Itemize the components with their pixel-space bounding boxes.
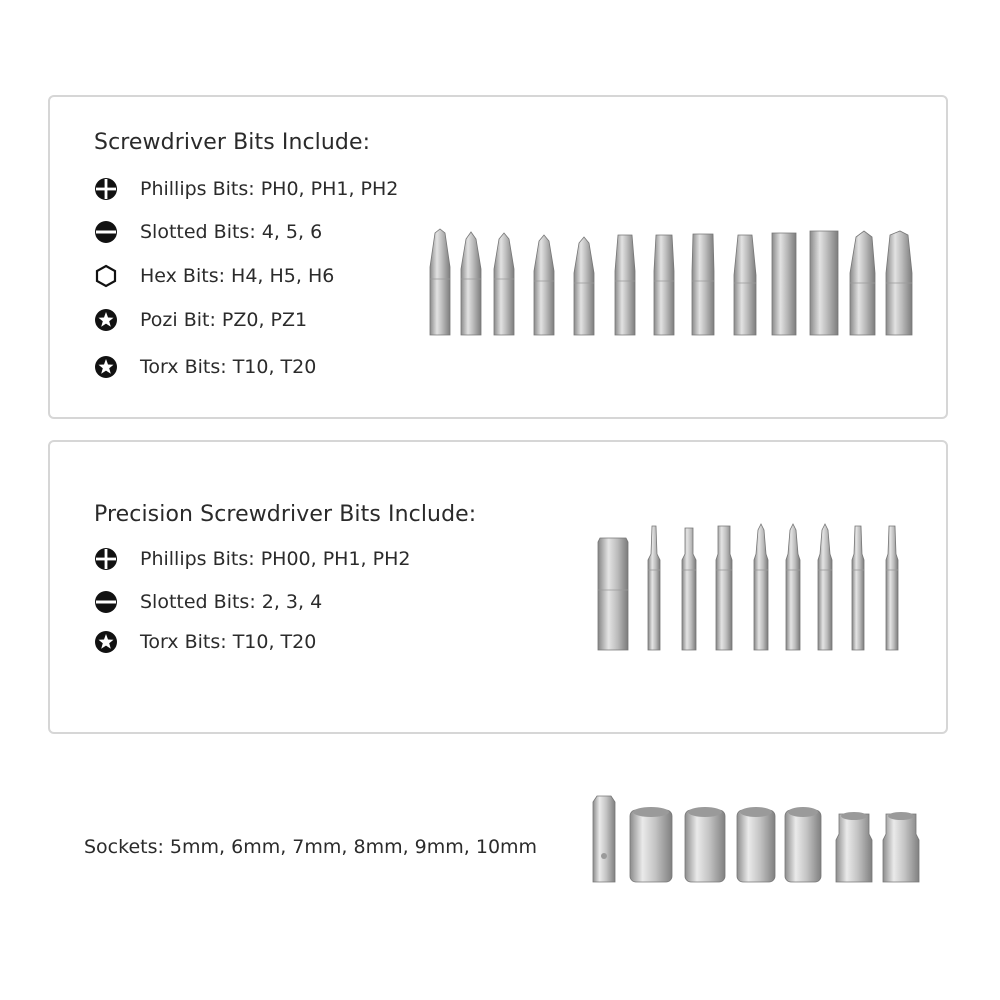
screwdriver-bits-heading: Screwdriver Bits Include: bbox=[94, 130, 371, 155]
torx-bits-item bbox=[94, 353, 316, 381]
screwdriver-bits-panel bbox=[48, 95, 948, 419]
phillips-icon bbox=[94, 547, 118, 571]
pozi-icon bbox=[94, 308, 118, 332]
torx-icon bbox=[94, 355, 118, 379]
screwdriver-bits-image bbox=[420, 227, 920, 337]
pozi-bit-label: Pozi Bit: PZ0, PZ1 bbox=[140, 309, 308, 331]
hex-bits-item bbox=[94, 262, 334, 290]
hex-bits-label: Hex Bits: H4, H5, H6 bbox=[140, 265, 335, 287]
precision-slotted-label: Slotted Bits: 2, 3, 4 bbox=[140, 591, 323, 613]
slotted-bits-item bbox=[94, 218, 322, 246]
phillips-bits-label: Phillips Bits: PH0, PH1, PH2 bbox=[140, 178, 399, 200]
hex-icon bbox=[94, 264, 118, 288]
torx-icon bbox=[94, 630, 118, 654]
precision-bits-heading: Precision Screwdriver Bits Include: bbox=[94, 502, 477, 527]
slotted-icon bbox=[94, 220, 118, 244]
slotted-icon bbox=[94, 590, 118, 614]
torx-bits-label: Torx Bits: T10, T20 bbox=[140, 356, 317, 378]
sockets-image bbox=[585, 790, 930, 894]
precision-torx-label: Torx Bits: T10, T20 bbox=[140, 631, 317, 653]
precision-bits-panel bbox=[48, 440, 948, 734]
phillips-icon bbox=[94, 177, 118, 201]
precision-torx-item bbox=[94, 628, 316, 656]
slotted-bits-label: Slotted Bits: 4, 5, 6 bbox=[140, 221, 323, 243]
precision-phillips-item bbox=[94, 545, 410, 573]
pozi-bit-item bbox=[94, 306, 307, 334]
precision-slotted-item bbox=[94, 588, 322, 616]
precision-phillips-label: Phillips Bits: PH00, PH1, PH2 bbox=[140, 548, 411, 570]
precision-bits-image bbox=[590, 520, 920, 655]
phillips-bits-item bbox=[94, 175, 398, 203]
sockets-label: Sockets: 5mm, 6mm, 7mm, 8mm, 9mm, 10mm bbox=[84, 836, 538, 858]
